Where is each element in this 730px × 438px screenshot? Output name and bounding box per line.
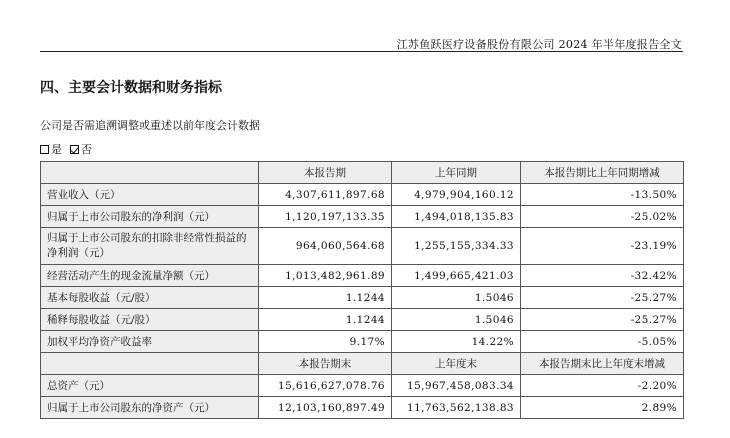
cell-change: -2.20%: [521, 375, 684, 397]
cell-change: -13.50%: [521, 184, 684, 206]
checked-box-icon: [70, 145, 79, 154]
header-divider: [40, 51, 683, 52]
row-label: 加权平均净资产收益率: [41, 331, 259, 353]
section-title: 四、主要会计数据和财务指标: [40, 80, 222, 96]
table-row: [41, 331, 684, 353]
header-period-change: 本报告期比上年同期增减: [521, 162, 684, 184]
cell-previous: 1,499,665,421.03: [392, 265, 521, 287]
report-header-title: 江苏鱼跃医疗设备股份有限公司 2024 年半年度报告全文: [396, 38, 682, 51]
table-row: [41, 206, 684, 228]
financial-indicators-table: [40, 161, 684, 419]
row-label: 归属于上市公司股东的净资产（元）: [41, 397, 259, 419]
table-row: [41, 397, 684, 419]
cell-current: 1.1244: [259, 309, 392, 331]
row-label: 基本每股收益（元/股）: [41, 287, 259, 309]
cell-current: 1,120,197,133.35: [259, 206, 392, 228]
cell-change: -5.05%: [521, 331, 684, 353]
cell-previous: 15,967,458,083.34: [392, 375, 521, 397]
option-no-label: 否: [81, 143, 92, 156]
row-label: 稀释每股收益（元/股）: [41, 309, 259, 331]
table-row: [41, 287, 684, 309]
header-prior-period: 上年同期: [392, 162, 521, 184]
cell-change: -32.42%: [521, 265, 684, 287]
cell-current: 15,616,627,078.76: [259, 375, 392, 397]
header-cell-blank: [41, 162, 259, 184]
option-yes-label: 是: [51, 143, 62, 156]
cell-change: -25.02%: [521, 206, 684, 228]
cell-previous: 11,763,562,138.83: [392, 397, 521, 419]
row-label: 营业收入（元）: [41, 184, 259, 206]
table-row: [41, 309, 684, 331]
restatement-options: [40, 141, 100, 157]
cell-change: -25.27%: [521, 287, 684, 309]
row-label: 归属于上市公司股东的净利润（元）: [41, 206, 259, 228]
cell-current: 964,060,564.68: [259, 228, 392, 265]
header-year-end-change: 本报告期末比上年度末增减: [521, 353, 684, 375]
cell-previous: 1,494,018,135.83: [392, 206, 521, 228]
cell-current: 4,307,611,897.68: [259, 184, 392, 206]
table-header-row: [41, 353, 684, 375]
row-label: 归属于上市公司股东的扣除非经常性损益的净利润（元）: [41, 228, 259, 265]
cell-current: 1.1244: [259, 287, 392, 309]
cell-change: -23.19%: [521, 228, 684, 265]
cell-change: 2.89%: [521, 397, 684, 419]
cell-change: -25.27%: [521, 309, 684, 331]
header-period-end: 本报告期末: [259, 353, 392, 375]
cell-previous: 4,979,904,160.12: [392, 184, 521, 206]
cell-current: 12,103,160,897.49: [259, 397, 392, 419]
cell-previous: 1.5046: [392, 287, 521, 309]
cell-current: 9.17%: [259, 331, 392, 353]
row-label: 经营活动产生的现金流量净额（元）: [41, 265, 259, 287]
table-row: [41, 265, 684, 287]
table-header-row: [41, 162, 684, 184]
row-label: 总资产（元）: [41, 375, 259, 397]
table-row: [41, 228, 684, 265]
cell-previous: 1,255,155,334.33: [392, 228, 521, 265]
cell-current: 1,013,482,961.89: [259, 265, 392, 287]
unchecked-box-icon: [40, 145, 49, 154]
cell-previous: 14.22%: [392, 331, 521, 353]
restatement-question: 公司是否需追溯调整或重述以前年度会计数据: [40, 119, 260, 132]
header-current-period: 本报告期: [259, 162, 392, 184]
table-row: [41, 375, 684, 397]
option-no[interactable]: [70, 141, 92, 157]
cell-previous: 1.5046: [392, 309, 521, 331]
table-row: [41, 184, 684, 206]
header-prior-year-end: 上年度末: [392, 353, 521, 375]
header-cell-blank: [41, 353, 259, 375]
option-yes[interactable]: [40, 141, 62, 157]
